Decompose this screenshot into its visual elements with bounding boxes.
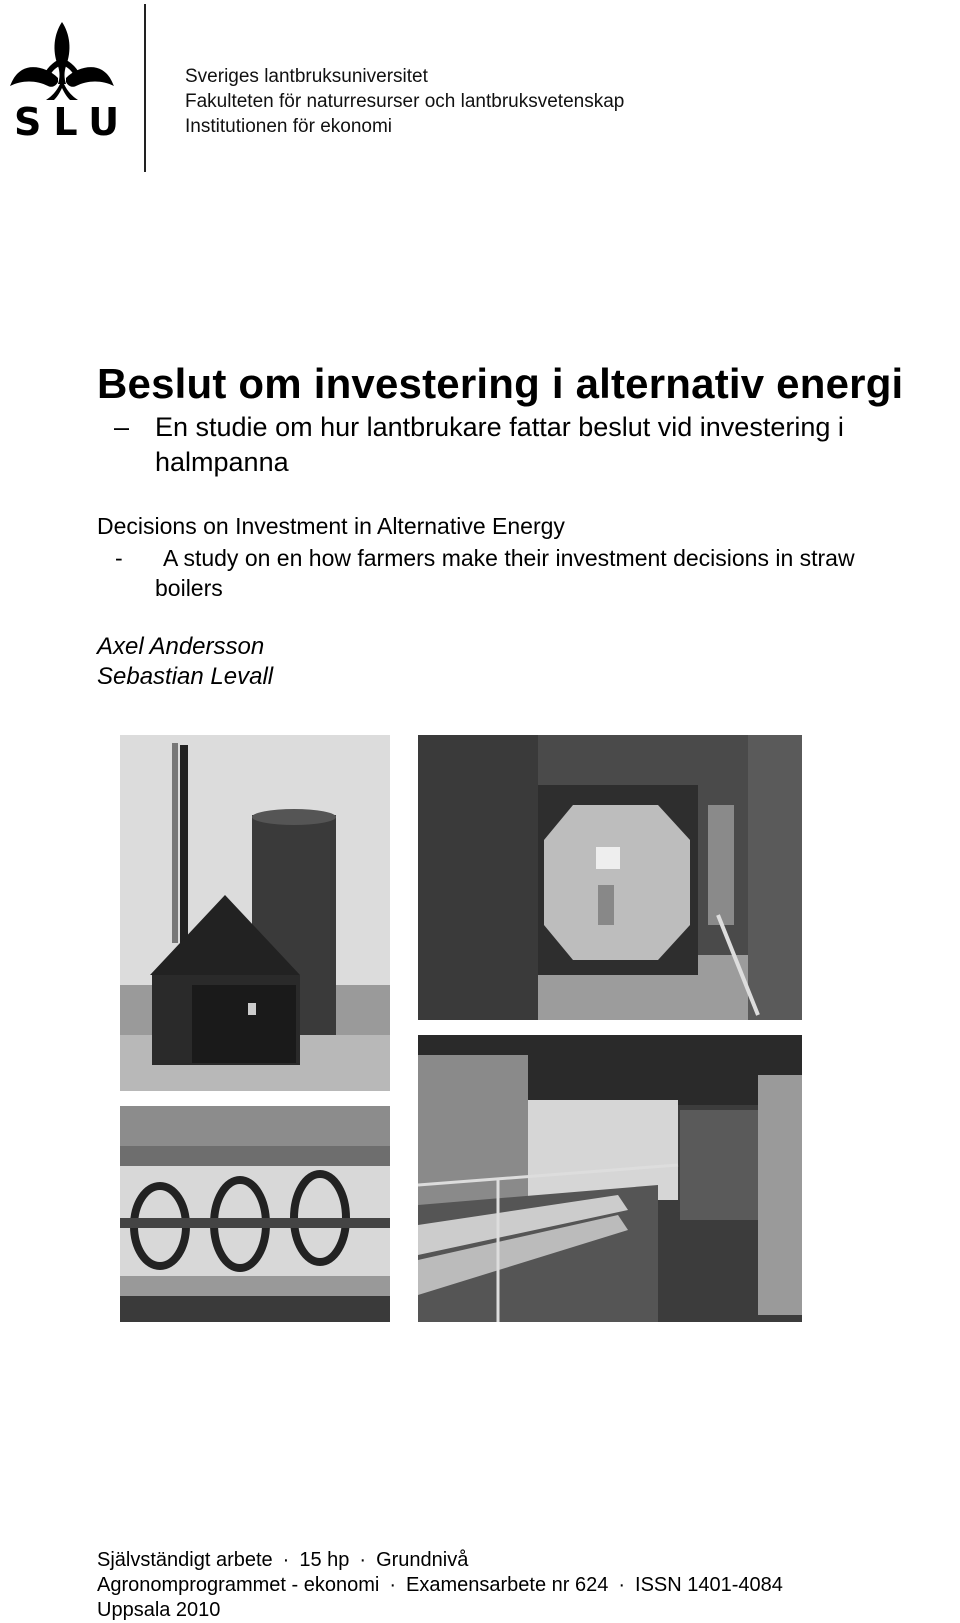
issn: ISSN 1401-4084 [635, 1574, 783, 1596]
subtitle-dash: – [114, 412, 130, 442]
english-subtitle-line1: A study on en how farmers make their investment decisions in straw [163, 545, 855, 571]
footer-separator: · [389, 1574, 397, 1596]
page-subtitle [97, 410, 957, 480]
thesis-type: Självständigt arbete [97, 1549, 273, 1571]
credits: 15 hp [299, 1549, 350, 1571]
photo-boiler-interior [418, 735, 802, 1020]
university-name: Sveriges lantbruksuniversitet [185, 66, 428, 87]
footer-separator: · [282, 1549, 290, 1571]
logo-wordmark: SLU [14, 100, 132, 144]
footer [97, 1548, 783, 1623]
level: Grundnivå [376, 1549, 469, 1571]
programme: Agronomprogrammet - ekonomi [97, 1574, 380, 1596]
place-year: Uppsala 2010 [97, 1599, 221, 1621]
header-divider [144, 4, 146, 172]
footer-separator: · [618, 1574, 626, 1596]
faculty-name: Fakulteten för naturresurser och lantbruksvetenskap [185, 91, 625, 112]
subtitle-text: En studie om hur lantbrukare fattar beslut vid investering i halmpanna [155, 412, 844, 477]
authors [97, 632, 273, 692]
thesis-number: Examensarbete nr 624 [406, 1574, 609, 1596]
photo-boiler-house [120, 735, 390, 1091]
english-subtitle [97, 543, 957, 603]
slu-logo [8, 20, 132, 144]
photo-auger-conveyor [120, 1106, 390, 1322]
english-title: Decisions on Investment in Alternative Energy [97, 513, 565, 539]
footer-line-2 [97, 1573, 783, 1598]
author-1: Axel Andersson [97, 633, 265, 660]
department-name: Institutionen för ekonomi [185, 116, 393, 137]
page-title: Beslut om investering i alternativ energi [97, 360, 904, 407]
institution-block [185, 64, 624, 139]
footer-separator: · [359, 1549, 367, 1571]
photo-straw-barn [418, 1035, 802, 1322]
footer-line-1 [97, 1548, 783, 1573]
english-subtitle-dash: - [115, 545, 123, 571]
author-2: Sebastian Levall [97, 663, 274, 690]
english-subtitle-line2: boilers [155, 575, 223, 601]
